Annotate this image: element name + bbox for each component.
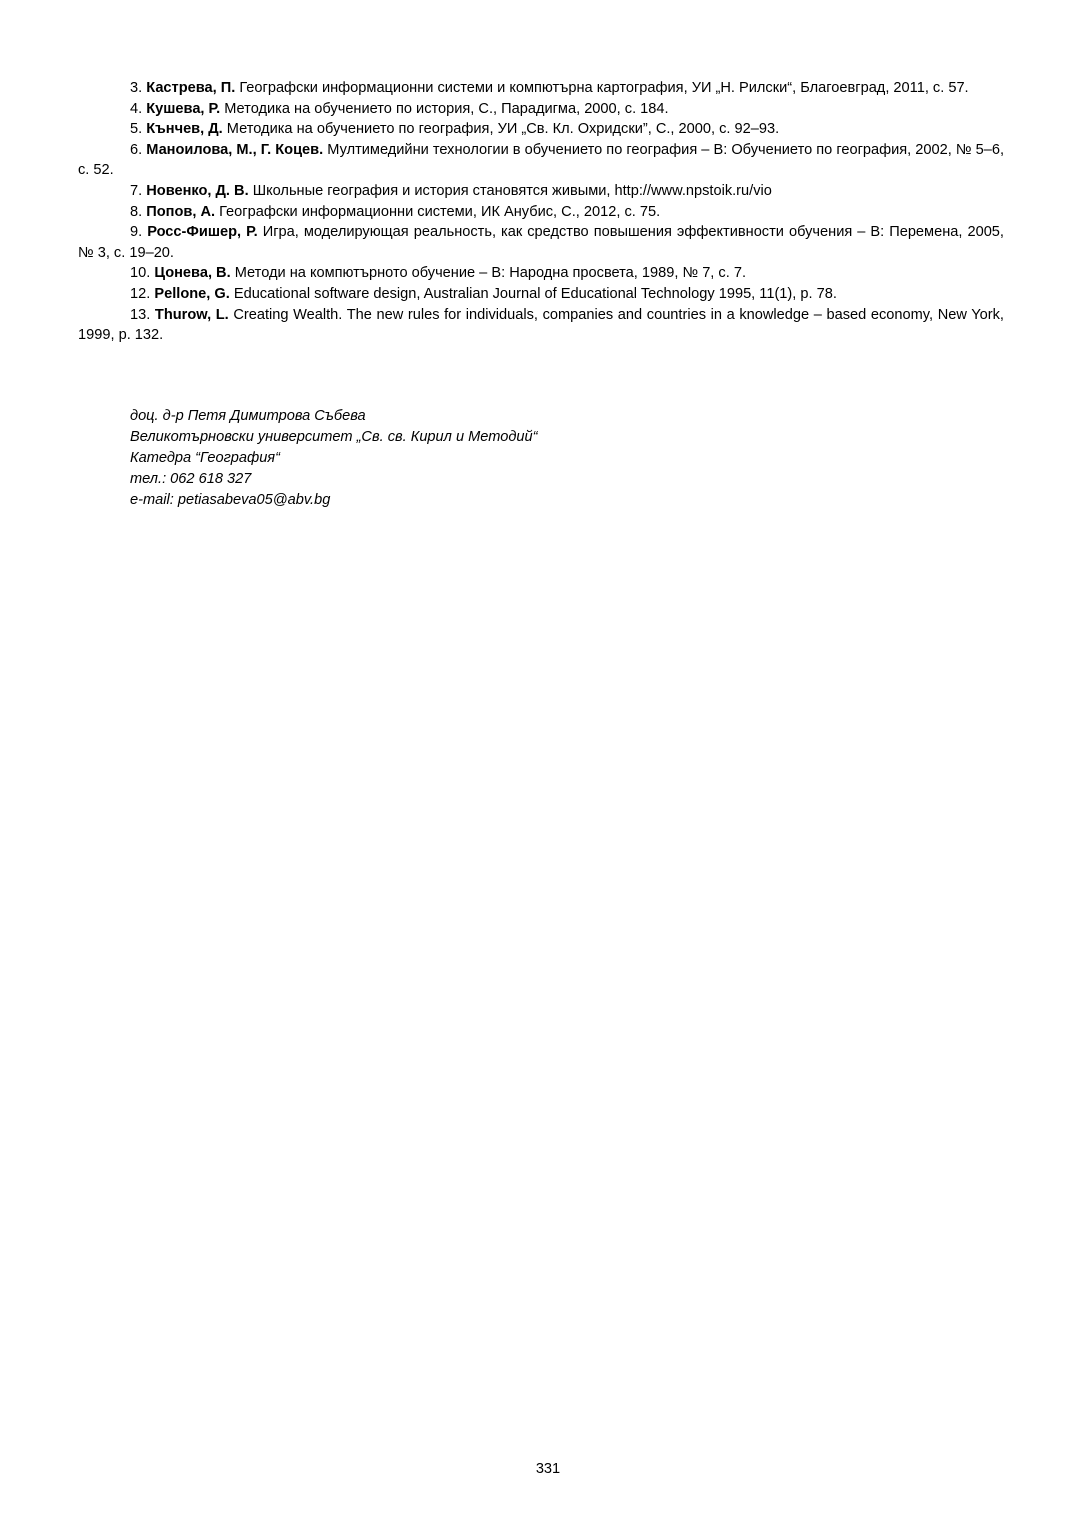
author-email: e-mail: petiasabeva05@abv.bg	[130, 492, 331, 508]
reference-author: Цонева, В.	[154, 265, 231, 282]
reference-item	[78, 140, 1004, 181]
author-info	[130, 406, 538, 511]
reference-number: 13.	[130, 306, 151, 323]
reference-item	[78, 181, 1004, 202]
reference-number: 4.	[130, 100, 143, 117]
reference-item	[78, 222, 1004, 263]
reference-author: Попов, А.	[146, 203, 216, 220]
page-number: 331	[535, 1461, 561, 1477]
reference-item	[78, 202, 1004, 223]
reference-author: Кушева, Р.	[146, 100, 221, 117]
reference-number: 8.	[130, 203, 143, 220]
reference-text: Географски информационни системи и компютърна картография, УИ „Н. Рилски“, Благоевград, 2011, с. 57.	[239, 80, 969, 96]
reference-author: Росс-Фишер, Р.	[147, 224, 258, 241]
reference-text: Географски информационни системи, ИК Анубис, С., 2012, с. 75.	[219, 203, 661, 220]
reference-author: Кънчев, Д.	[146, 121, 223, 138]
reference-item	[78, 305, 1004, 346]
reference-item	[78, 78, 1004, 99]
reference-number: 9.	[130, 224, 143, 241]
reference-text: Методи на компютърното обучение – В: Народна просвета, 1989, № 7, с. 7.	[234, 265, 746, 282]
reference-text: Educational software design, Australian Journal of Educational Technology 1995, 11(1), p. 78.	[233, 285, 837, 302]
reference-text: Creating Wealth. The new rules for individuals, companies and countries in a knowledge – based economy, New York, 1999, p. 132.	[78, 306, 1004, 344]
reference-author: Pellone, G.	[154, 285, 230, 302]
author-department: Катедра “География“	[130, 450, 280, 466]
reference-number: 10.	[130, 265, 151, 282]
reference-item	[78, 284, 1004, 305]
reference-text: Мултимедийни технологии в обучението по география – В: Обучението по география, 2002, № 5–6, с. 52.	[78, 141, 1004, 179]
reference-number: 3.	[130, 80, 143, 96]
author-name: доц. д-р Петя Димитрова Събева	[130, 408, 366, 424]
references-list	[78, 78, 1004, 346]
reference-author: Кастрева, П.	[146, 80, 236, 96]
reference-author: Thurow, L.	[154, 306, 229, 323]
reference-author: Новенко, Д. В.	[146, 182, 249, 199]
reference-text: Методика на обучението по история, С., Парадигма, 2000, с. 184.	[224, 100, 669, 117]
reference-text: Школьные география и история становятся живыми, http://www.npstoik.ru/vio	[252, 182, 772, 199]
reference-number: 5.	[130, 121, 143, 138]
reference-number: 12.	[130, 285, 151, 302]
reference-item	[78, 119, 1004, 140]
reference-item	[78, 263, 1004, 284]
reference-author: Маноилова, М., Г. Коцев.	[146, 141, 324, 158]
author-phone: тел.: 062 618 327	[130, 471, 252, 487]
reference-number: 6.	[130, 141, 143, 158]
reference-item	[78, 99, 1004, 120]
reference-text: Игра, моделирующая реальность, как средство повышения эффективности обучения – В: Перемена, 2005, № 3, с. 19–20.	[78, 224, 1004, 261]
reference-text: Методика на обучението по география, УИ „Св. Кл. Охридски”, С., 2000, с. 92–93.	[226, 121, 780, 138]
author-university: Великотърновски университет „Св. св. Кирил и Методий“	[130, 429, 538, 445]
reference-number: 7.	[130, 182, 143, 199]
